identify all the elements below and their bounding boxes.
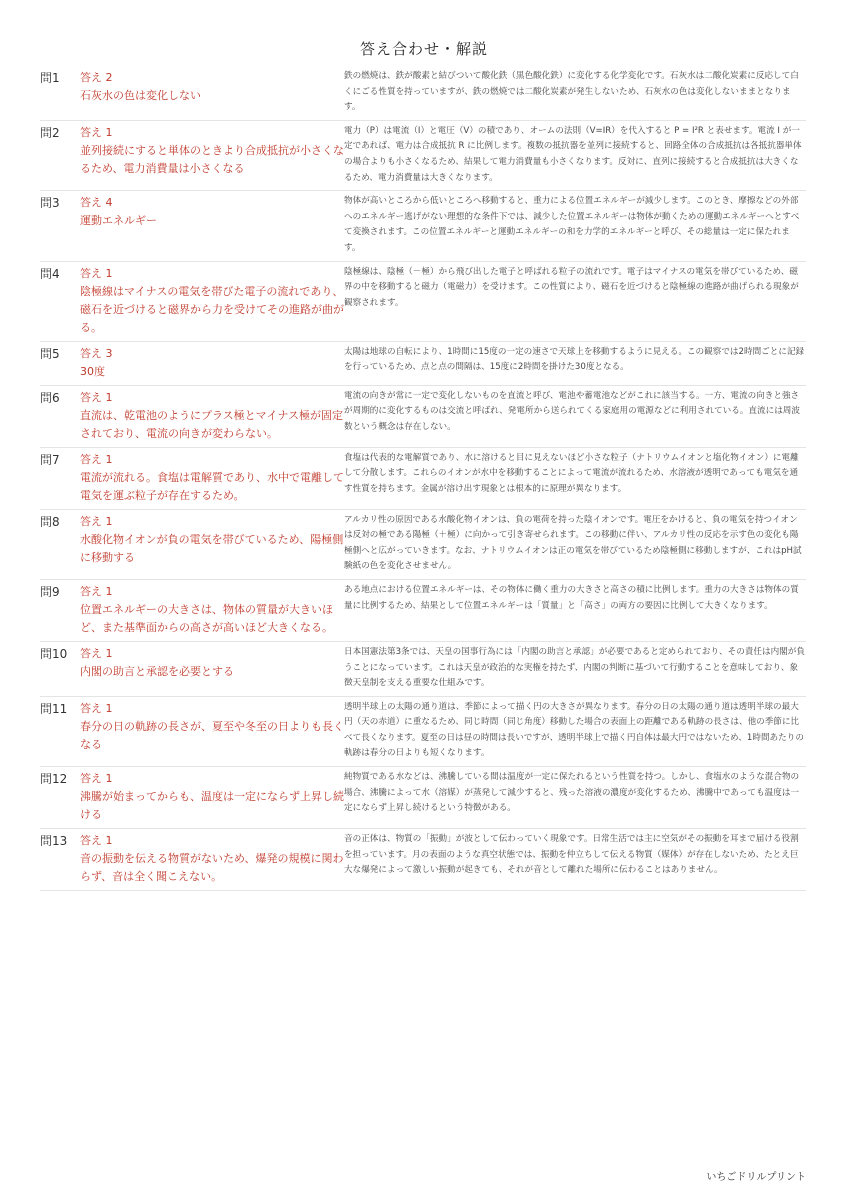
answer-cell bbox=[80, 191, 344, 261]
answer-label: 答え 1 bbox=[80, 125, 113, 139]
answer-label: 答え 1 bbox=[80, 266, 113, 280]
explanation-text: 日本国憲法第3条では、天皇の国事行為には「内閣の助言と承認」が必要であると定められており、その責任は内閣が負うことになっています。これは天皇が政治的な実権を持たず、内閣の判断に基づいて行動することを意味しており、象徴天皇制を支える重要な仕組みです。 bbox=[344, 641, 806, 696]
answer-cell bbox=[80, 120, 344, 190]
answer-text: 水酸化物イオンが負の電気を帯びているため、陽極側に移動する bbox=[80, 532, 344, 564]
explanation-text: 音の正体は、物質の「振動」が波として伝わっていく現象です。日常生活では主に空気がその振動を耳まで届ける役割を担っています。月の表面のような真空状態では、振動を仲立ちして伝える物質（媒体）が存在しないため、たとえ巨大な爆発によって激しい振動が起きても、それが音として離れた場所に伝わることはありません。 bbox=[344, 829, 806, 891]
explanation-text: ある地点における位置エネルギーは、その物体に働く重力の大きさと高さの積に比例します。重力の大きさは物体の質量に比例するため、結果として位置エネルギーは「質量」と「高さ」の両方の要因に比例して大きくなります。 bbox=[344, 579, 806, 641]
question-number: 問7 bbox=[40, 447, 80, 509]
answer-label: 答え 2 bbox=[80, 71, 113, 84]
answer-cell bbox=[80, 66, 344, 120]
answer-label: 答え 1 bbox=[80, 834, 113, 848]
answer-text: 沸騰が始まってからも、温度は一定にならず上昇し続ける bbox=[80, 790, 344, 822]
answer-label: 答え 1 bbox=[80, 514, 113, 528]
question-number: 問11 bbox=[40, 696, 80, 766]
explanation-text: アルカリ性の原因である水酸化物イオンは、負の電荷を持った陰イオンです。電圧をかけると、負の電気を持つイオンは反対の極である陽極（＋極）に向かって引き寄せられます。この移動に伴い、アルカリ性の反応を示す色の変化も陽極側へと広がっていきます。なお、ナトリウムイオンは正の電気を帯びているため陰極側に移動しますが、これはpH試験紙の色を変化させません。 bbox=[344, 509, 806, 579]
answer-cell bbox=[80, 579, 344, 641]
answer-text: 並列接続にすると単体のときより合成抵抗が小さくなるため、電力消費量は小さくなる bbox=[80, 143, 344, 175]
explanation-text: 食塩は代表的な電解質であり、水に溶けると目に見えないほど小さな粒子（ナトリウムイオンと塩化物イオン）に電離して分散します。これらのイオンが水中を移動することによって電流が流れるため、水溶液が透明であっても電気を通す性質を持ちます。金属が溶け出す現象とは根本的に原理が異なります。 bbox=[344, 447, 806, 509]
answer-label: 答え 1 bbox=[80, 390, 113, 404]
answer-text: 石灰水の色は変化しない bbox=[80, 89, 201, 102]
answer-label: 答え 3 bbox=[80, 346, 113, 360]
question-number: 問10 bbox=[40, 641, 80, 696]
question-number: 問8 bbox=[40, 509, 80, 579]
answer-label: 答え 4 bbox=[80, 196, 113, 210]
page-title: 答え合わせ・解説 bbox=[359, 40, 488, 58]
table-row bbox=[40, 829, 806, 891]
table-row bbox=[40, 66, 806, 120]
answer-text: 陰極線はマイナスの電気を帯びた電子の流れであり、磁石を近づけると磁界から力を受けてその進路が曲がる。 bbox=[80, 284, 344, 334]
table-row bbox=[40, 579, 806, 641]
answer-label: 答え 1 bbox=[80, 452, 113, 466]
table-row bbox=[40, 696, 806, 766]
answer-text: 運動エネルギー bbox=[80, 214, 157, 228]
table-row bbox=[40, 261, 806, 341]
explanation-text: 太陽は地球の自転により、1時間に15度の一定の速さで天球上を移動するように見える。この観察では2時間ごとに記録を行っているため、点と点の間隔は、15度に2時間を掛けた30度となる。 bbox=[344, 341, 806, 385]
explanation-text: 陰極線は、陰極（－極）から飛び出した電子と呼ばれる粒子の流れです。電子はマイナスの電気を帯びているため、磁界の中を移動すると磁力（電磁力）を受けます。この性質により、磁石を近づけると陰極線の進路が曲げられる現象が観察されます。 bbox=[344, 261, 806, 341]
answer-cell bbox=[80, 385, 344, 447]
question-number: 問3 bbox=[40, 191, 80, 261]
answer-cell bbox=[80, 767, 344, 829]
answer-text: 内閣の助言と承認を必要とする bbox=[80, 664, 234, 678]
table-row bbox=[40, 447, 806, 509]
answer-text: 30度 bbox=[80, 364, 105, 378]
answer-cell bbox=[80, 641, 344, 696]
answer-cell bbox=[80, 829, 344, 891]
table-row bbox=[40, 767, 806, 829]
answer-label: 答え 1 bbox=[80, 646, 113, 660]
table-row bbox=[40, 120, 806, 190]
question-number: 問6 bbox=[40, 385, 80, 447]
table-row bbox=[40, 341, 806, 385]
explanation-text: 鉄の燃焼は、鉄が酸素と結びついて酸化鉄（黒色酸化鉄）に変化する化学変化です。石灰水は二酸化炭素に反応して白くにごる性質を持っていますが、鉄の燃焼では二酸化炭素が発生しないため、石灰水の色は変化しないままとなります。 bbox=[344, 66, 806, 120]
table-row bbox=[40, 641, 806, 696]
footer-brand: いちごドリルプリント bbox=[706, 1172, 806, 1183]
question-number: 問4 bbox=[40, 261, 80, 341]
question-number: 問9 bbox=[40, 579, 80, 641]
table-row bbox=[40, 509, 806, 579]
answer-table bbox=[40, 66, 806, 891]
answer-text: 電流が流れる。食塩は電解質であり、水中で電離して電気を運ぶ粒子が存在するため。 bbox=[80, 470, 344, 502]
table-row bbox=[40, 191, 806, 261]
explanation-text: 電流の向きが常に一定で変化しないものを直流と呼び、電池や蓄電池などがこれに該当する。一方、電流の向きと強さが周期的に変化するものは交流と呼ばれ、発電所から送られてくる家庭用の電源などに利用されている。直流には周波数という概念は存在しない。 bbox=[344, 385, 806, 447]
explanation-text: 物体が高いところから低いところへ移動すると、重力による位置エネルギーが減少します。このとき、摩擦などの外部へのエネルギー逃げがない理想的な条件下では、減少した位置エネルギーは物体が動くための運動エネルギーへとすべて変換されます。この位置エネルギーと運動エネルギーの和を力学的エネルギーと呼び、その総量は一定に保たれます。 bbox=[344, 191, 806, 261]
answer-label: 答え 1 bbox=[80, 701, 113, 715]
answer-label: 答え 1 bbox=[80, 584, 113, 598]
answer-cell bbox=[80, 509, 344, 579]
explanation-text: 電力（P）は電流（I）と電圧（V）の積であり、オームの法則（V=IR）を代入すると P = I²R と表せます。電流 I が一定であれば、電力は合成抵抗 R に比例します。複数の抵抗器を並列に接続すると、回路全体の合成抵抗は各抵抗器単体の場合よりも小さくなるため、結果して電力消費量も小さくなります。反対に、直列に接続すると合成抵抗は大きくなるため、電力消費量は大きくなります。 bbox=[344, 120, 806, 190]
answer-text: 直流は、乾電池のようにプラス極とマイナス極が固定されており、電流の向きが変わらない。 bbox=[80, 408, 344, 440]
answer-cell bbox=[80, 341, 344, 385]
answer-text: 春分の日の軌跡の長さが、夏至や冬至の日よりも長くなる bbox=[80, 719, 344, 751]
explanation-text: 透明半球上の太陽の通り道は、季節によって描く円の大きさが異なります。春分の日の太陽の通り道は透明半球の最大円（天の赤道）に重なるため、同じ時間（同じ角度）移動した場合の表面上の距離である軌跡の長さは、他の季節に比べて長くなります。夏至の日は昼の時間は長いですが、透明半球上で描く円自体は最大円ではないため、1時間あたりの軌跡は春分の日よりも短くなります。 bbox=[344, 696, 806, 766]
answer-rows bbox=[40, 66, 806, 891]
answer-cell bbox=[80, 696, 344, 766]
question-number: 問5 bbox=[40, 341, 80, 385]
table-row bbox=[40, 385, 806, 447]
question-number: 問2 bbox=[40, 120, 80, 190]
answer-cell bbox=[80, 261, 344, 341]
explanation-text: 純物質である水などは、沸騰している間は温度が一定に保たれるという性質を持つ。しかし、食塩水のような混合物の場合、沸騰によって水（溶媒）が蒸発して減少すると、残った溶液の濃度が変化するため、沸騰中であっても温度は一定にならず上昇し続けるという特徴がある。 bbox=[344, 767, 806, 829]
question-number: 問1 bbox=[40, 66, 80, 120]
answer-text: 位置エネルギーの大きさは、物体の質量が大きいほど、また基準面からの高さが高いほど大きくなる。 bbox=[80, 602, 333, 634]
answer-text: 音の振動を伝える物質がないため、爆発の規模に関わらず、音は全く聞こえない。 bbox=[80, 852, 344, 884]
answer-cell bbox=[80, 447, 344, 509]
question-number: 問13 bbox=[40, 829, 80, 891]
answer-label: 答え 1 bbox=[80, 772, 113, 786]
question-number: 問12 bbox=[40, 767, 80, 829]
